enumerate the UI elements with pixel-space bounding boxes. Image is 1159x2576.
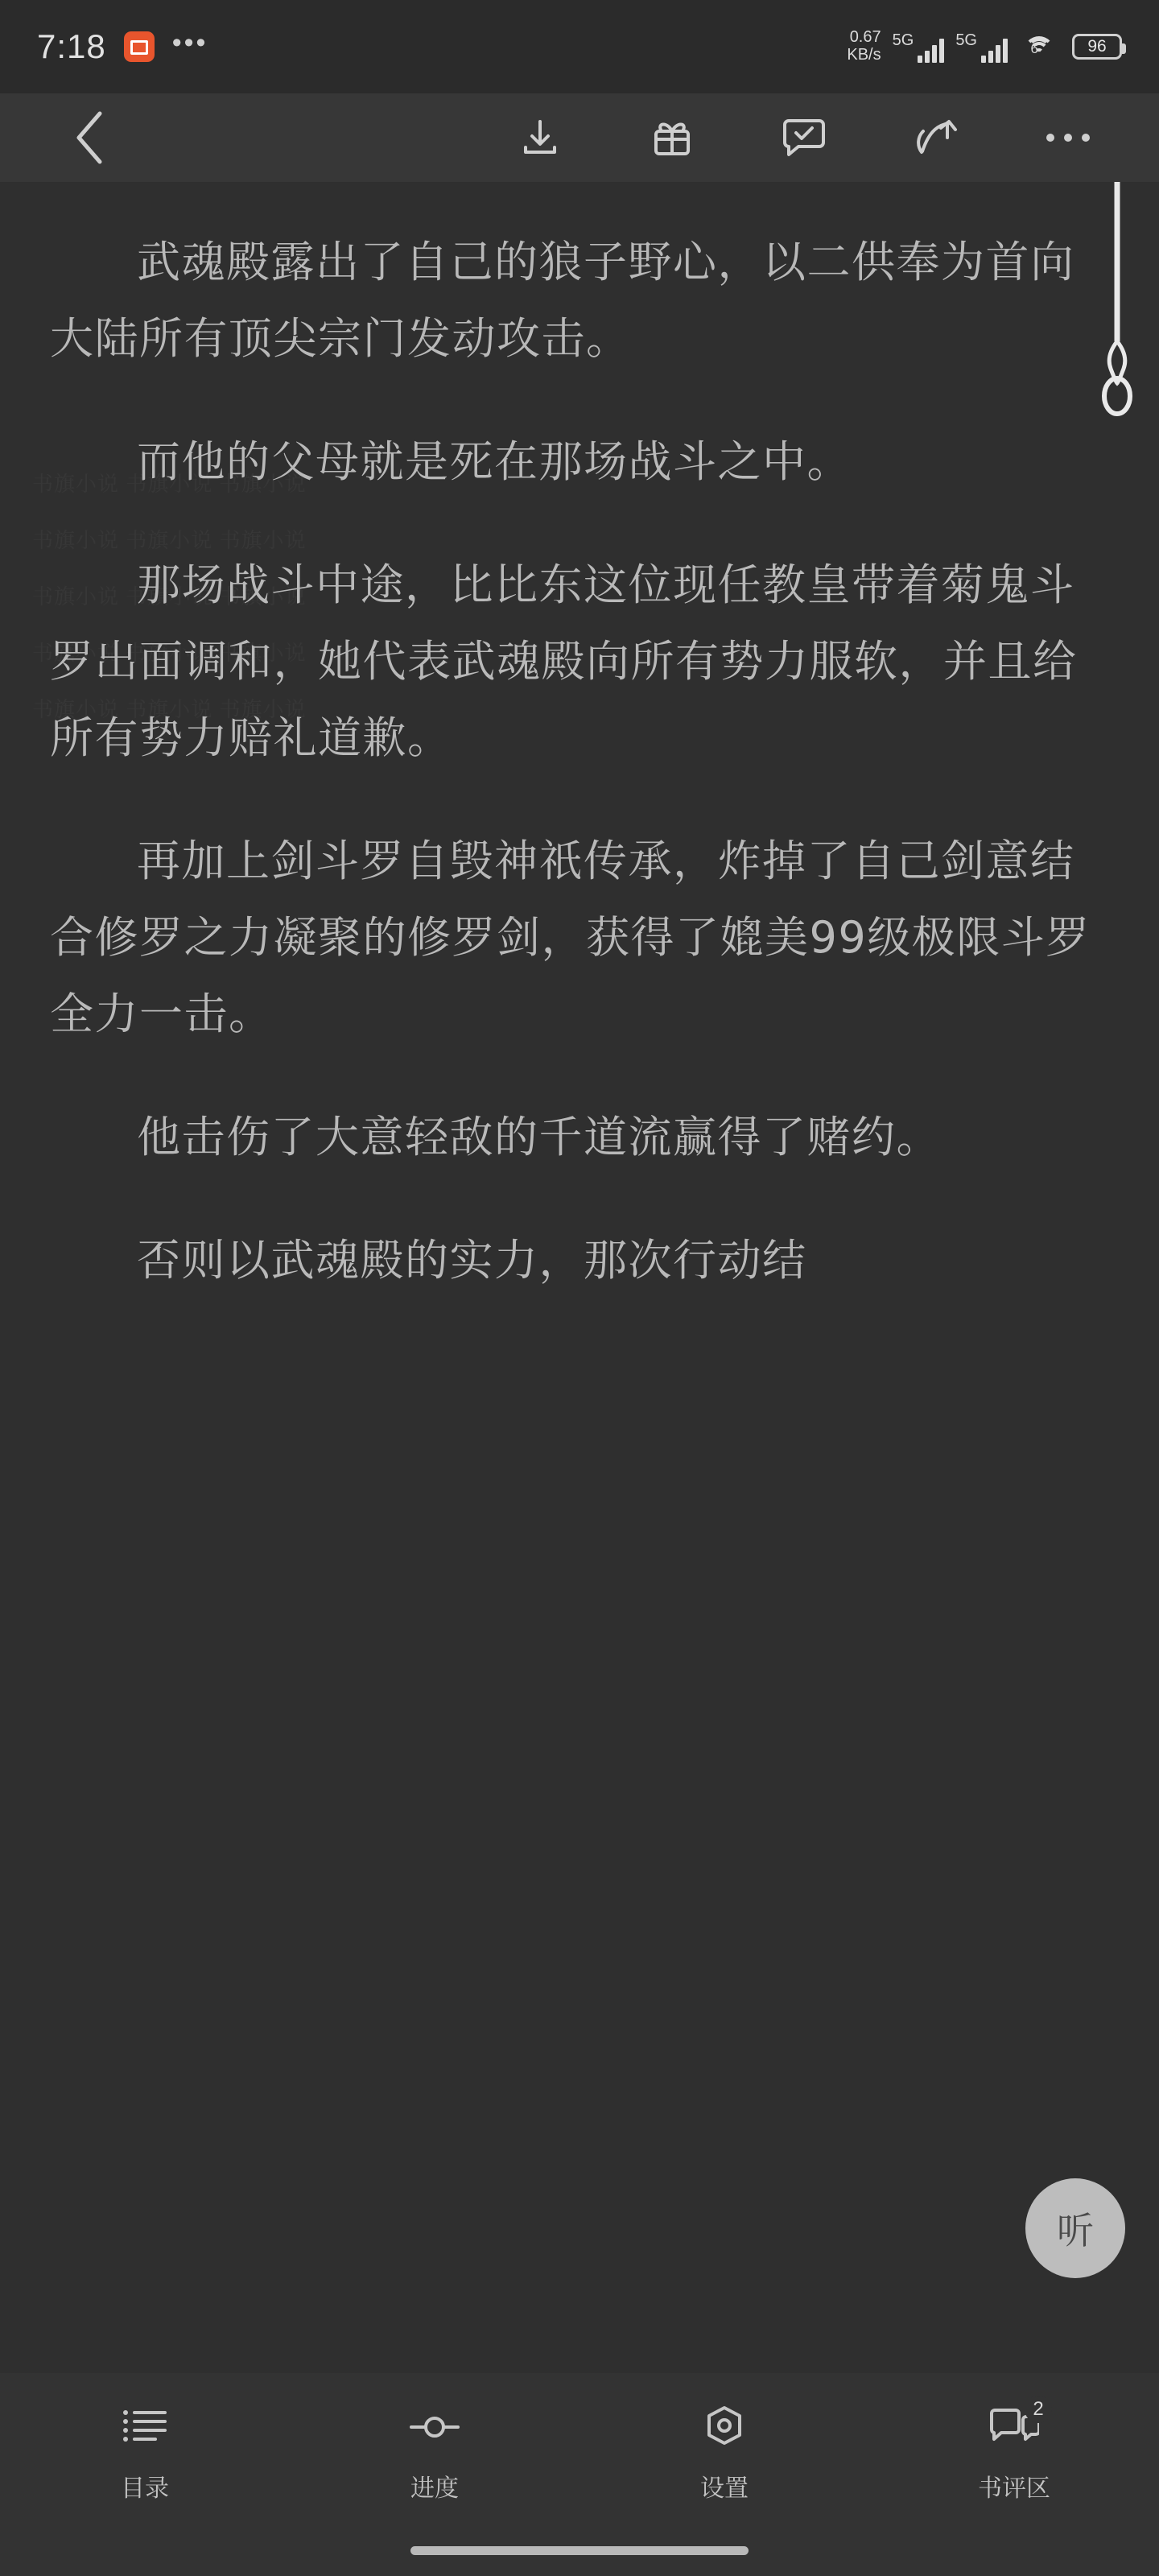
paragraph: 而他的父母就是死在那场战斗之中。 <box>137 436 852 487</box>
paragraph: 武魂殿露出了自己的狼子野心，以二供奉为首向大陆所有顶尖宗门发动攻击。 <box>50 237 1075 364</box>
settings-gear-icon <box>699 2404 749 2450</box>
sim1-signal <box>893 31 945 63</box>
catalog-list-icon <box>120 2404 170 2450</box>
paragraph: 否则以武魂殿的实力，那次行动结 <box>137 1235 807 1286</box>
more-dots-icon: ••• <box>171 27 208 58</box>
comment-check-icon[interactable] <box>769 103 839 172</box>
back-chevron-icon[interactable] <box>56 103 126 172</box>
book-review-icon <box>989 2398 1044 2450</box>
download-icon[interactable] <box>505 103 575 172</box>
sim1-label: 5G <box>892 31 914 49</box>
status-bar-right <box>847 29 1122 64</box>
bottom-item-label: 目录 <box>121 2475 169 2503</box>
status-bar <box>0 0 1159 93</box>
wifi-generation-label: 6 <box>1028 38 1051 60</box>
sim2-signal <box>955 31 1008 63</box>
paragraph: 再加上剑斗罗自毁神祇传承，炸掉了自己剑意结合修罗之力凝聚的修罗剑，获得了媲美99级极限斗罗全力一击。 <box>50 836 1091 1039</box>
sim2-label: 5G <box>955 31 977 49</box>
bottom-item-book-review[interactable] <box>869 2398 1159 2504</box>
network-speed-unit: KB/s <box>847 46 881 64</box>
share-icon[interactable] <box>901 103 971 172</box>
gift-icon[interactable] <box>637 103 707 172</box>
status-bar-left <box>37 27 208 66</box>
bottom-item-label: 进度 <box>410 2475 459 2503</box>
progress-slider-icon <box>410 2404 460 2450</box>
listen-button[interactable]: 听 <box>1025 2178 1125 2278</box>
paragraph: 他击伤了大意轻敌的千道流赢得了赌约。 <box>137 1112 941 1162</box>
home-indicator[interactable] <box>410 2546 749 2555</box>
paragraph: 那场战斗中途，比比东这位现任教皇带着菊鬼斗罗出面调和，她代表武魂殿向所有势力服软，并且给所有势力赔礼道歉。 <box>50 559 1078 763</box>
app-badge-icon <box>124 31 155 62</box>
wifi-icon <box>1024 35 1054 59</box>
network-speed-value: 0.67 <box>849 28 881 47</box>
bottom-item-label: 书评区 <box>978 2475 1050 2503</box>
bottom-item-progress[interactable] <box>290 2404 580 2504</box>
bottom-item-settings[interactable] <box>580 2404 869 2504</box>
more-horizontal-icon[interactable] <box>1033 103 1103 172</box>
sim2-bars-icon <box>981 39 1008 63</box>
reader-content[interactable] <box>0 182 1159 2373</box>
network-speed <box>847 29 881 64</box>
bottom-item-catalog[interactable] <box>0 2404 290 2504</box>
bottom-item-label: 设置 <box>700 2475 749 2503</box>
battery-level: 96 <box>1087 37 1107 56</box>
reader-toolbar <box>0 93 1159 182</box>
sim1-bars-icon <box>918 39 944 63</box>
status-clock: 7:18 <box>37 27 106 65</box>
book-review-badge: 2 <box>1025 2396 1052 2423</box>
reader-bottom-bar <box>0 2373 1159 2576</box>
battery-icon <box>1072 34 1122 60</box>
